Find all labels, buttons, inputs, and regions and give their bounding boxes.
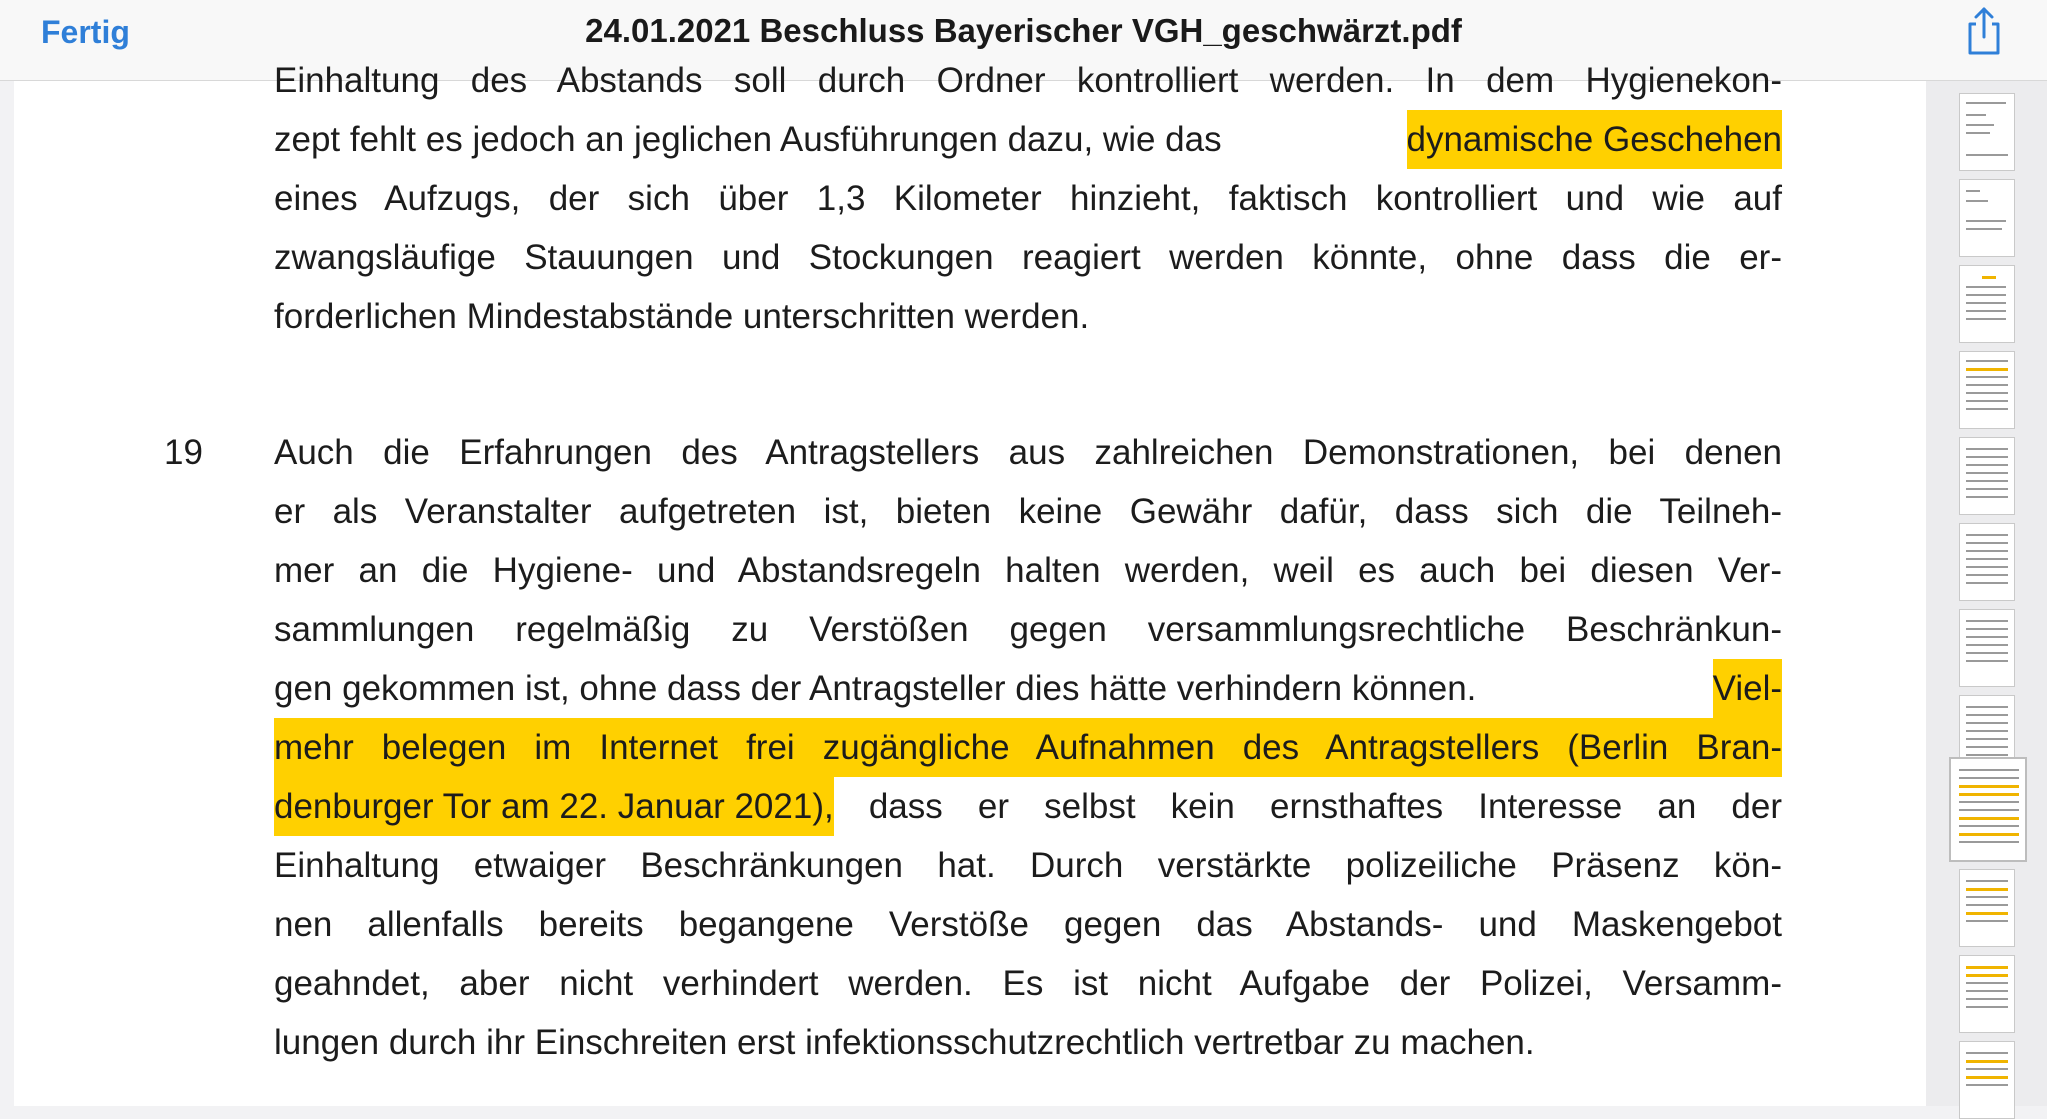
text-segment: gen gekommen ist, ohne dass der Antragsteller dies hätte verhindern können. [274,669,1477,708]
text-line: lungen durch ihr Einschreiten erst infektionsschutzrechtlich vertretbar zu machen. [274,1023,1535,1062]
text-line: Auch die Erfahrungen des Antragstellers aus zahlreichen Demonstrationen, bei denen [274,433,1782,472]
page-thumbnail[interactable] [1959,351,2015,429]
paragraph-19 [274,423,1782,1072]
page-thumbnail[interactable] [1959,93,2015,171]
document-title: 24.01.2021 Beschluss Bayerischer VGH_geschwärzt.pdf [585,12,1462,49]
text-line: sammlungen regelmäßig zu Verstößen gegen versammlungsrechtliche Beschränkun- [274,610,1782,649]
page-thumbnail[interactable] [1959,437,2015,515]
text-line: er als Veranstalter aufgetreten ist, bieten keine Gewähr dafür, dass sich die Teilneh- [274,492,1782,531]
page-thumbnail[interactable] [1959,869,2015,947]
text-segment: zept fehlt es jedoch an jeglichen Ausführungen dazu, wie das [274,120,1222,159]
text-line: zwangsläufige Stauungen und Stockungen reagiert werden könnte, ohne dass die er- [274,238,1782,277]
paragraph-18 [274,51,1782,346]
highlighted-line[interactable]: mehr belegen im Internet frei zugängliche Aufnahmen des Antragstellers (Berlin Bran- [274,718,1782,777]
pdf-page[interactable] [14,61,1926,1106]
text-line [274,659,1782,718]
highlighted-text[interactable]: dynamische Geschehen [1407,110,1783,169]
page-thumbnail[interactable] [1959,265,2015,343]
page-thumbnail[interactable] [1959,523,2015,601]
text-line: forderlichen Mindestabstände unterschritten werden. [274,297,1090,336]
highlighted-text[interactable]: Viel- [1713,659,1782,718]
text-segment: dass er selbst kein ernsthaftes Interesse an der [833,787,1782,826]
text-line [274,777,1782,836]
text-line: mer an die Hygiene- und Abstandsregeln halten werden, weil es auch bei diesen Ver- [274,551,1782,590]
page-thumbnail[interactable] [1959,609,2015,687]
paragraph-number: 19 [164,433,203,472]
page-thumbnail[interactable] [1959,1041,2015,1119]
text-line: nen allenfalls bereits begangene Verstöße gegen das Abstands- und Maskengebot [274,905,1782,944]
text-line: geahndet, aber nicht verhindert werden. Es ist nicht Aufgabe der Polizei, Versamm- [274,964,1782,1003]
page-thumbnail[interactable] [1959,955,2015,1033]
text-line: Einhaltung des Abstands soll durch Ordner kontrolliert werden. In dem Hygienekon- [274,61,1782,100]
done-button[interactable]: Fertig [41,14,130,50]
text-line: eines Aufzugs, der sich über 1,3 Kilometer hinzieht, faktisch kontrolliert und wie auf [274,179,1782,218]
text-line [274,110,1782,169]
page-thumbnail-current[interactable] [1949,757,2027,862]
text-line: Einhaltung etwaiger Beschränkungen hat. Durch verstärkte polizeiliche Präsenz kön- [274,846,1782,885]
share-icon[interactable] [1962,5,2006,57]
page-thumbnail-sidebar[interactable] [1926,81,2047,1106]
highlighted-text[interactable]: denburger Tor am 22. Januar 2021), [274,777,834,836]
page-thumbnail[interactable] [1959,179,2015,257]
